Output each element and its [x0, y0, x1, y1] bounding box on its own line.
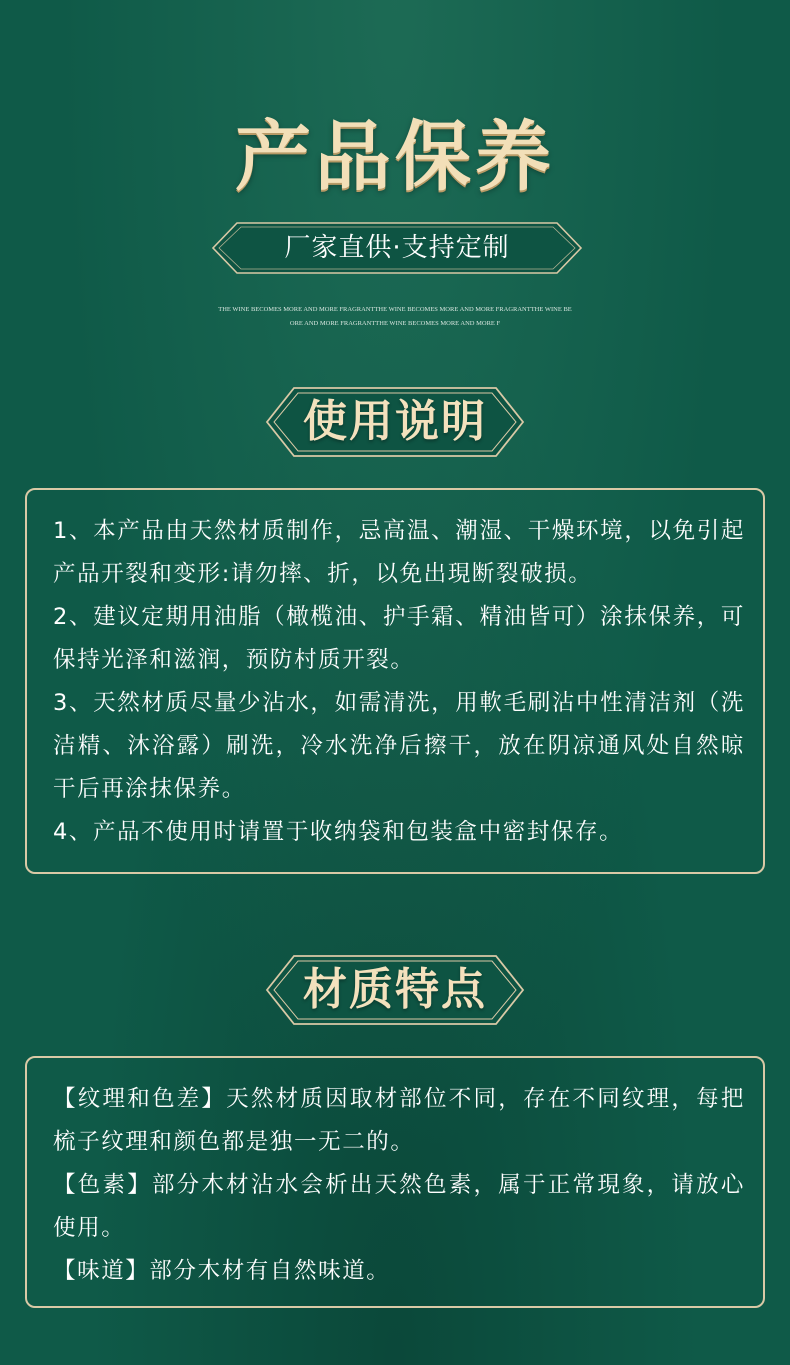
subtitle-text: 厂家直供·支持定制 [284, 233, 510, 263]
features-heading-banner [264, 953, 526, 1027]
features-heading: 材质特点 [303, 964, 487, 1015]
tagline [200, 303, 590, 331]
usage-item-3: 3、天然材质尽量少沾水，如需清洗，用軟毛刷沾中性清洁剂（洗洁精、沐浴露）刷洗，冷水洗净后擦干，放在阴凉通风处自然晾干后再涂抹保养。 [53, 690, 745, 802]
usage-heading: 使用说明 [303, 396, 487, 447]
usage-item-4: 4、产品不使用时请置于收纳袋和包装盒中密封保存。 [53, 819, 624, 845]
tagline-line-1: THE WINE BECOMES MORE AND MORE FRAGRANTTHE WINE BECOMES MORE AND MORE FRAGRANTTHE WINE BE [218, 306, 572, 313]
subtitle-badge [211, 221, 583, 275]
features-box [25, 1056, 765, 1308]
features-item-3: 【味道】部分木材有自然味道。 [53, 1258, 391, 1284]
tagline-line-2: ORE AND MORE FRAGRANTTHE WINE BECOMES MORE AND MORE F [289, 320, 501, 327]
features-item-1: 【纹理和色差】天然材质因取材部位不同，存在不同纹理，每把梳子纹理和颜色都是独一无二的。 [53, 1086, 745, 1155]
usage-item-2: 2、建议定期用油脂（橄榄油、护手霜、精油皆可）涂抹保养，可保持光泽和滋润，预防村质开裂。 [53, 604, 745, 673]
usage-heading-banner [264, 385, 526, 459]
page-title: 产品保养 [235, 112, 555, 201]
features-item-2: 【色素】部分木材沾水会析出天然色素，属于正常現象，请放心使用。 [53, 1172, 745, 1241]
usage-box [25, 488, 765, 874]
usage-item-1: 1、本产品由天然材质制作，忌高温、潮湿、干燥环境，以免引起产品开裂和变形:请勿摔、折，以免出現断裂破损。 [53, 518, 745, 587]
